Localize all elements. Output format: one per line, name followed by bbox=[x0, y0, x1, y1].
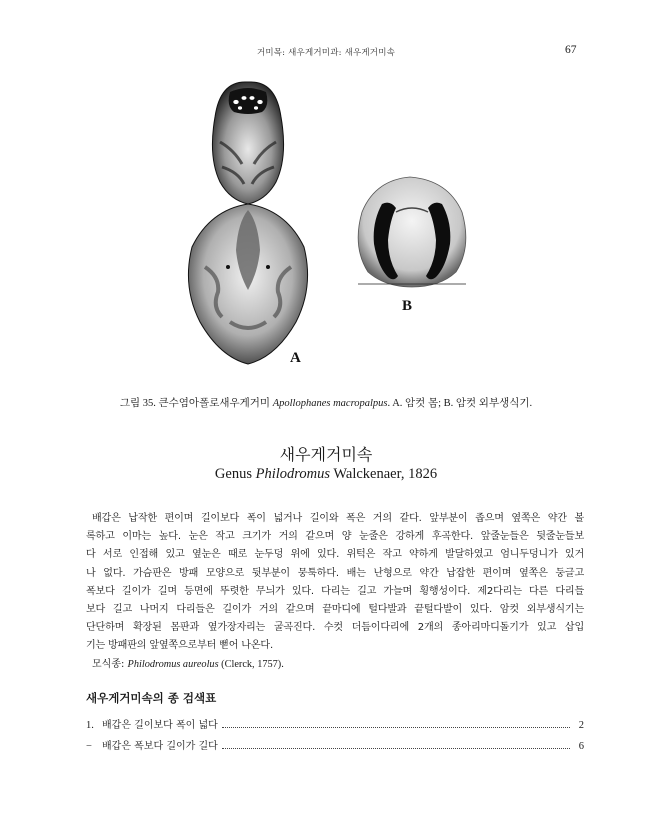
description-line: 배갑은 납작한 편이며 길이보다 폭이 넓거나 길이와 폭은 거의 같다. 앞부분이 좁으며 옆쪽은 약간 볼 bbox=[92, 513, 584, 524]
genus-description bbox=[86, 510, 584, 673]
genus-name: Philodromus bbox=[255, 466, 330, 482]
page-number: 67 bbox=[565, 44, 577, 56]
description-line: 록하고 이마는 높다. 눈은 작고 크기가 거의 같으며 양 눈줄은 강하게 후곡한다. 앞줄눈들은 뒷줄눈들보 bbox=[86, 531, 584, 543]
key-lead: − bbox=[86, 741, 92, 752]
description-line: 폭보다 길이가 길며 등면에 뚜렷한 무늬가 있다. 다리는 길고 가늘며 횡행성이다. 제2다리는 다른 다리들 bbox=[86, 585, 584, 597]
figure-label-b: B bbox=[402, 298, 413, 314]
key-row bbox=[86, 737, 584, 758]
genus-heading bbox=[0, 466, 652, 483]
description-line: 기는 방패판의 앞옆쪽으로부터 뻗어 나온다. bbox=[86, 640, 273, 652]
key-ref: 2 bbox=[578, 720, 584, 731]
figure-a-body bbox=[188, 82, 307, 364]
key-leader-dots bbox=[222, 747, 570, 749]
type-species bbox=[86, 656, 584, 673]
species-key bbox=[86, 716, 584, 758]
genus-prefix: Genus bbox=[214, 466, 252, 482]
caption-species: Apollophanes macropalpus bbox=[272, 398, 388, 409]
key-text: 배갑은 길이보다 폭이 넓다 bbox=[102, 720, 218, 731]
description-line: 다 서로 인접해 있고 옆눈은 때로 눈두덩 위에 있다. 위턱은 작고 약하게 발달하였고 엄니두덩니가 있거 bbox=[86, 549, 584, 561]
key-lead: 1. bbox=[86, 720, 94, 731]
key-text: 배갑은 폭보다 길이가 길다 bbox=[102, 741, 218, 752]
type-species-label: 모식종: bbox=[92, 658, 128, 670]
figure-label-a: A bbox=[290, 350, 301, 366]
caption-suffix: . A. 암컷 몸; B. 암컷 외부생식기. bbox=[387, 398, 533, 409]
caption-prefix: 그림 35. 큰수염아폴로새우게거미 bbox=[119, 398, 271, 409]
type-species-name: Philodromus aureolus bbox=[127, 658, 219, 670]
description-line: 단단하며 확장된 몸판과 옆가장자리는 굴곡진다. 수컷 더듬이다리에 2개의 종아리마디돌기가 있고 삽입 bbox=[86, 622, 584, 634]
description-line: 나 없다. 가슴판은 방패 모양으로 뒷부분이 뭉툭하다. 배는 난형으로 약간 납잡한 편이며 옆쪽은 둥글고 bbox=[86, 567, 584, 579]
description-line: 보다 길고 나머지 다리들은 길이가 거의 같으며 끝마디에 털다발과 끝털다발이 있다. 암컷 외부생식기는 bbox=[86, 604, 584, 616]
spider-illustration bbox=[150, 72, 510, 372]
genus-author: Walckenaer, 1826 bbox=[333, 466, 438, 482]
figure-35 bbox=[150, 72, 510, 372]
figure-caption bbox=[0, 395, 652, 410]
key-title: 새우게거미속의 종 검색표 bbox=[86, 691, 217, 705]
section-title: 새우게거미속 bbox=[279, 445, 373, 464]
key-ref: 6 bbox=[578, 741, 584, 752]
figure-b-epigyne bbox=[358, 177, 466, 287]
key-row bbox=[86, 716, 584, 737]
type-species-author: (Clerck, 1757). bbox=[218, 658, 284, 670]
running-head: 거미목: 새우게거미과: 새우게거미속 bbox=[256, 48, 396, 58]
key-leader-dots bbox=[222, 726, 570, 728]
